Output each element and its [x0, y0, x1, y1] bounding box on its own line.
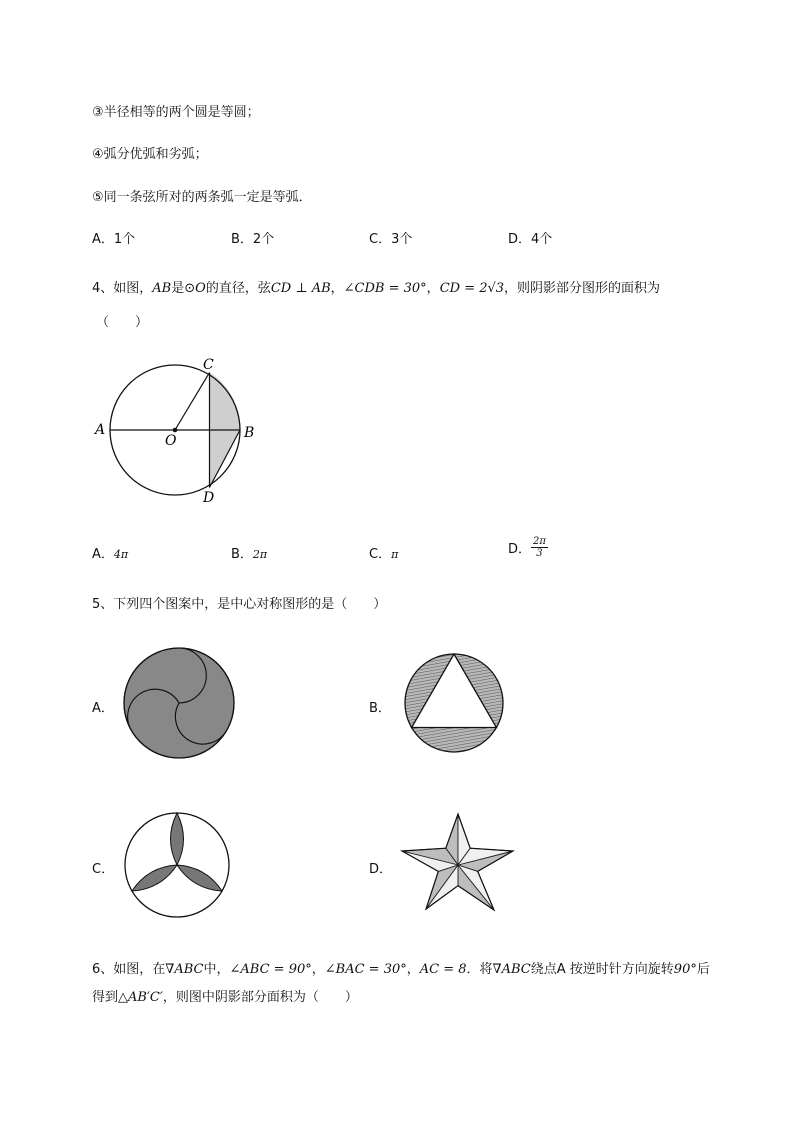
q6-math-angle-abc: ∠ABC = 90°	[229, 962, 312, 977]
q4-label-d: D	[203, 490, 215, 506]
q4-math-o: O	[195, 281, 206, 296]
q3-option-a[interactable]: A．1个	[92, 232, 136, 247]
q6-stem-text: ，	[406, 962, 420, 977]
q6-stem-line-2	[92, 986, 358, 1005]
q4-math-angle: ∠CDB = 30°	[343, 281, 427, 296]
statement-4: ④弧分优弧和劣弧；	[92, 147, 208, 162]
q4-option-c-letter: C．	[369, 547, 392, 562]
q4-math-cd: CD = 2√3	[439, 281, 505, 296]
q5-option-a[interactable]: A．	[92, 701, 114, 716]
q4-option-d[interactable]	[508, 536, 548, 559]
q4-label-b: B	[244, 425, 255, 441]
q6-math-rotated-triangle: △AB′C′	[118, 990, 163, 1005]
q6-stem-line-1	[92, 958, 710, 977]
q6-stem-text: 后	[696, 962, 710, 977]
q6-stem-text: ，	[311, 962, 325, 977]
q4-option-a[interactable]	[92, 543, 128, 562]
q5-figure-d-five-point-star	[400, 810, 516, 922]
q6-math-triangle: ∇ABC	[492, 962, 531, 977]
q4-stem-text: 4、如图，	[92, 281, 153, 296]
q4-option-d-letter: D．	[508, 542, 532, 557]
q5-stem: 5、下列四个图案中，是中心对称图形的是（ ）	[92, 597, 387, 612]
q4-stem-text: ，	[330, 281, 344, 296]
q6-stem-text: 得到	[92, 990, 119, 1005]
q4-option-d-numerator: 2π	[533, 536, 546, 547]
q6-stem-text: 中，	[203, 962, 230, 977]
q4-label-o: O	[165, 433, 177, 449]
q4-label-c: C	[203, 357, 214, 373]
statement-5: ⑤同一条弦所对的两条弧一定是等弧．	[92, 190, 312, 205]
q4-radius-oc	[175, 373, 210, 431]
q3-option-b[interactable]: B．2个	[231, 232, 275, 247]
q4-option-b[interactable]	[231, 543, 267, 562]
q5-option-d[interactable]: D．	[369, 862, 393, 877]
q5-figure-a-triple-swirl	[122, 646, 236, 760]
q6-stem-text: 绕点A 按逆时针方向旋转	[530, 962, 674, 977]
q4-math-perp: CD ⊥ AB	[270, 281, 331, 296]
q4-stem-text: 的直径，弦	[205, 281, 271, 296]
q4-option-a-letter: A．	[92, 547, 114, 562]
q4-option-a-value: 4π	[113, 548, 129, 561]
q6-math-angle-bac: ∠BAC = 30°	[324, 962, 407, 977]
q6-stem-text: ，则图中阴影部分面积为（ ）	[162, 990, 358, 1005]
q4-option-b-letter: B．	[231, 547, 253, 562]
q5-option-c[interactable]: C．	[92, 862, 115, 877]
q4-answer-paren: （ ）	[96, 315, 149, 330]
q5-option-b[interactable]: B．	[369, 701, 391, 716]
q5-figure-d-star-faces	[402, 814, 513, 910]
q4-stem-text: ，则阴影部分图形的面积为	[504, 281, 661, 296]
q4-stem-text: ，	[426, 281, 440, 296]
q6-math-ac: AC = 8	[419, 962, 467, 977]
q3-option-c[interactable]: C．3个	[369, 232, 413, 247]
q4-math-ab: AB	[152, 281, 172, 296]
q4-option-c[interactable]	[369, 543, 398, 562]
q4-stem	[92, 277, 660, 296]
q5-figure-c-three-leaves	[122, 810, 232, 920]
q4-option-b-value: 2π	[252, 548, 268, 561]
q6-stem-text: 6、如图，在	[92, 962, 166, 977]
q6-stem-text: ．将	[466, 962, 493, 977]
q4-center-point	[173, 428, 178, 433]
q6-math-rotation: 90°	[673, 962, 697, 977]
q4-figure	[90, 352, 270, 512]
q4-option-d-denominator: 3	[536, 548, 543, 559]
q5-figure-b-triangle-in-circle	[402, 651, 506, 755]
q4-option-d-fraction	[531, 536, 548, 559]
statement-3: ③半径相等的两个圆是等圆；	[92, 105, 260, 120]
q6-math-triangle: ∇ABC	[165, 962, 204, 977]
q4-stem-text: 是⊙	[171, 281, 196, 296]
q4-option-c-value: π	[391, 548, 399, 561]
q4-label-a: A	[95, 422, 106, 438]
q3-option-d[interactable]: D．4个	[508, 232, 553, 247]
